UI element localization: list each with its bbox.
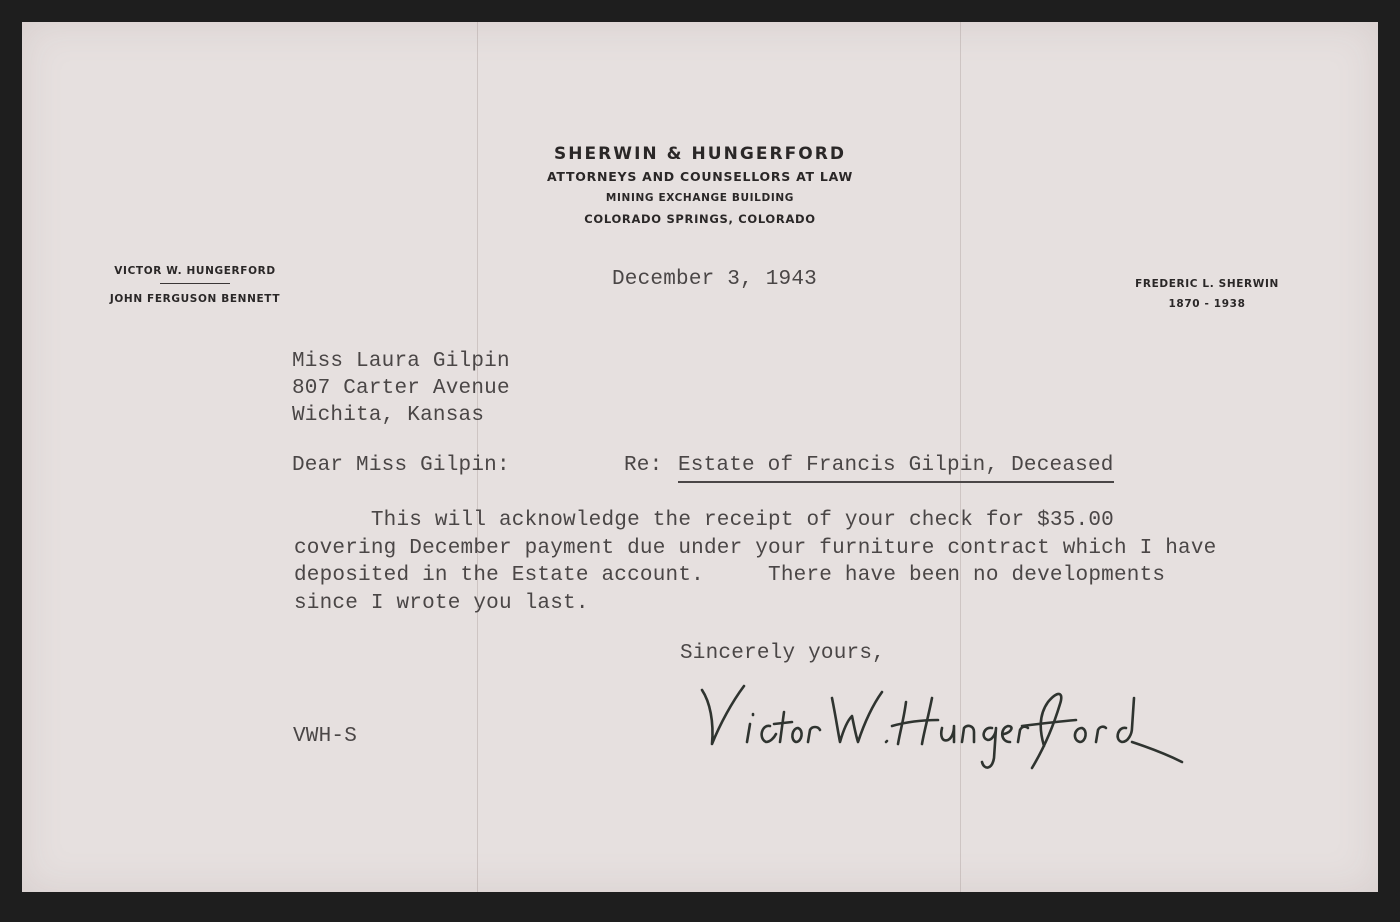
recipient-address <box>292 348 510 429</box>
partners-left <box>90 265 300 305</box>
partner-name: FREDERIC L. SHERWIN <box>1135 278 1279 290</box>
letter-page <box>22 22 1378 892</box>
recipient-city: Wichita, Kansas <box>292 404 485 427</box>
partner-years: 1870 - 1938 <box>1168 298 1246 310</box>
re-subject: Estate of Francis Gilpin, Deceased <box>678 454 1114 483</box>
re-label: Re: <box>624 454 663 477</box>
firm-city: COLORADO SPRINGS, COLORADO <box>584 212 816 226</box>
partner-right <box>1117 278 1297 310</box>
partner-name: JOHN FERGUSON BENNETT <box>109 293 281 305</box>
firm-building: MINING EXCHANGE BUILDING <box>605 192 795 204</box>
firm-subtitle: ATTORNEYS AND COUNSELLORS AT LAW <box>546 169 854 184</box>
recipient-name: Miss Laura Gilpin <box>292 350 510 373</box>
handwritten-signature <box>692 662 1192 782</box>
letter-body: This will acknowledge the receipt of your check for $35.00 covering December payment due under your furniture contract which I have deposited in the Estate account. There have been no developments since I wrote you last. <box>294 509 1217 615</box>
letter-date: December 3, 1943 <box>612 268 817 291</box>
closing: Sincerely yours, <box>680 642 885 665</box>
recipient-street: 807 Carter Avenue <box>292 377 510 400</box>
partner-name: VICTOR W. HUNGERFORD <box>114 265 276 277</box>
typist-initials: VWH-S <box>293 725 358 748</box>
salutation: Dear Miss Gilpin: <box>292 454 510 477</box>
partner-divider <box>160 283 230 284</box>
firm-name: SHERWIN & HUNGERFORD <box>553 144 847 164</box>
